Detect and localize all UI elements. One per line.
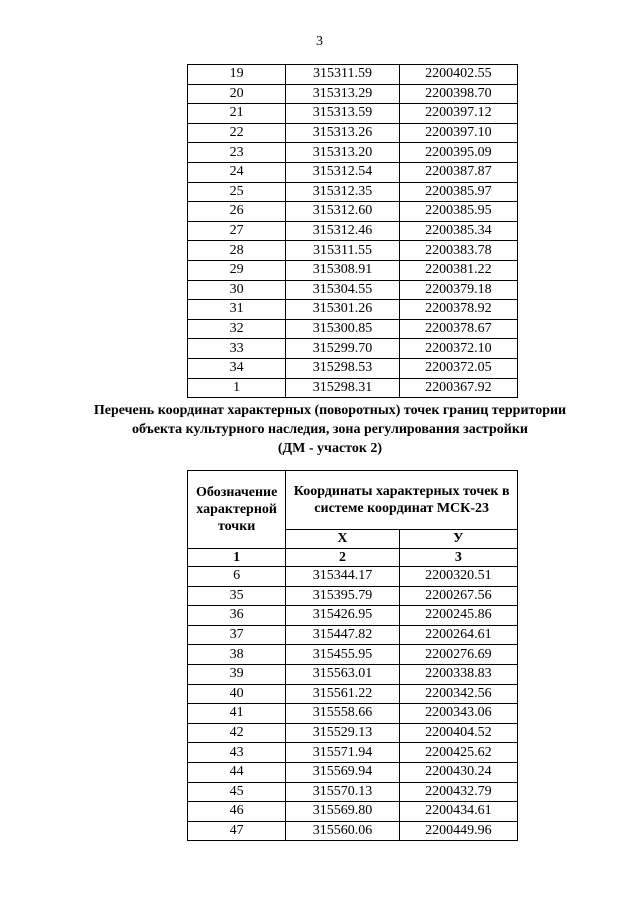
header-row bbox=[188, 471, 518, 530]
y-coordinate-cell: 2200342.56 bbox=[399, 684, 517, 704]
table-row bbox=[188, 182, 518, 202]
table-row bbox=[188, 162, 518, 182]
table-row bbox=[188, 319, 518, 339]
y-coordinate-cell: 2200385.97 bbox=[399, 182, 517, 202]
x-coordinate-cell: 315455.95 bbox=[286, 645, 399, 665]
point-id-cell: 34 bbox=[188, 358, 286, 378]
point-id-cell: 19 bbox=[188, 65, 286, 85]
column-number-3: 3 bbox=[399, 549, 517, 567]
y-coordinate-cell: 2200449.96 bbox=[399, 821, 517, 841]
y-coordinate-cell: 2200338.83 bbox=[399, 664, 517, 684]
y-coordinate-cell: 2200397.12 bbox=[399, 104, 517, 124]
coordinates-table-plot-2 bbox=[187, 470, 518, 841]
y-coordinate-cell: 2200383.78 bbox=[399, 241, 517, 261]
point-id-cell: 39 bbox=[188, 664, 286, 684]
table-row bbox=[188, 221, 518, 241]
x-coordinate-cell: 315299.70 bbox=[286, 339, 399, 359]
table-row bbox=[188, 84, 518, 104]
table-row bbox=[188, 104, 518, 124]
x-coordinate-cell: 315313.59 bbox=[286, 104, 399, 124]
x-coordinate-cell: 315447.82 bbox=[286, 625, 399, 645]
x-coordinate-cell: 315308.91 bbox=[286, 260, 399, 280]
x-coordinate-cell: 315558.66 bbox=[286, 704, 399, 724]
table-row bbox=[188, 339, 518, 359]
y-coordinate-cell: 2200434.61 bbox=[399, 802, 517, 822]
y-coordinate-cell: 2200372.10 bbox=[399, 339, 517, 359]
y-coordinate-cell: 2200264.61 bbox=[399, 625, 517, 645]
point-id-cell: 33 bbox=[188, 339, 286, 359]
table-row bbox=[188, 625, 518, 645]
y-coordinate-cell: 2200432.79 bbox=[399, 782, 517, 802]
table-row bbox=[188, 260, 518, 280]
point-id-cell: 25 bbox=[188, 182, 286, 202]
point-id-cell: 23 bbox=[188, 143, 286, 163]
table-body bbox=[188, 65, 518, 398]
x-coordinate-cell: 315312.54 bbox=[286, 162, 399, 182]
table-row bbox=[188, 645, 518, 665]
point-id-cell: 32 bbox=[188, 319, 286, 339]
point-id-cell: 28 bbox=[188, 241, 286, 261]
x-coordinate-cell: 315313.29 bbox=[286, 84, 399, 104]
point-id-cell: 27 bbox=[188, 221, 286, 241]
y-coordinate-cell: 2200404.52 bbox=[399, 723, 517, 743]
table-row bbox=[188, 762, 518, 782]
table-row bbox=[188, 202, 518, 222]
y-coordinate-cell: 2200398.70 bbox=[399, 84, 517, 104]
header-x: X bbox=[286, 530, 399, 549]
x-coordinate-cell: 315301.26 bbox=[286, 300, 399, 320]
point-id-cell: 41 bbox=[188, 704, 286, 724]
x-coordinate-cell: 315395.79 bbox=[286, 586, 399, 606]
point-id-cell: 20 bbox=[188, 84, 286, 104]
y-coordinate-cell: 2200425.62 bbox=[399, 743, 517, 763]
table-row bbox=[188, 241, 518, 261]
x-coordinate-cell: 315569.94 bbox=[286, 762, 399, 782]
table-row bbox=[188, 300, 518, 320]
x-coordinate-cell: 315529.13 bbox=[286, 723, 399, 743]
x-coordinate-cell: 315311.55 bbox=[286, 241, 399, 261]
table-row bbox=[188, 782, 518, 802]
point-id-cell: 42 bbox=[188, 723, 286, 743]
table-row bbox=[188, 378, 518, 398]
section-title bbox=[60, 401, 600, 458]
table-row bbox=[188, 704, 518, 724]
table-row bbox=[188, 743, 518, 763]
table-row bbox=[188, 358, 518, 378]
y-coordinate-cell: 2200320.51 bbox=[399, 567, 517, 587]
x-coordinate-cell: 315570.13 bbox=[286, 782, 399, 802]
point-id-cell: 24 bbox=[188, 162, 286, 182]
header-y: У bbox=[399, 530, 517, 549]
x-coordinate-cell: 315298.53 bbox=[286, 358, 399, 378]
point-id-cell: 47 bbox=[188, 821, 286, 841]
y-coordinate-cell: 2200372.05 bbox=[399, 358, 517, 378]
x-coordinate-cell: 315298.31 bbox=[286, 378, 399, 398]
x-coordinate-cell: 315312.60 bbox=[286, 202, 399, 222]
y-coordinate-cell: 2200381.22 bbox=[399, 260, 517, 280]
y-coordinate-cell: 2200402.55 bbox=[399, 65, 517, 85]
y-coordinate-cell: 2200387.87 bbox=[399, 162, 517, 182]
x-coordinate-cell: 315312.35 bbox=[286, 182, 399, 202]
point-id-cell: 29 bbox=[188, 260, 286, 280]
x-coordinate-cell: 315300.85 bbox=[286, 319, 399, 339]
y-coordinate-cell: 2200367.92 bbox=[399, 378, 517, 398]
section-title-line-3: (ДМ - участок 2) bbox=[277, 441, 383, 456]
y-coordinate-cell: 2200430.24 bbox=[399, 762, 517, 782]
table-row bbox=[188, 821, 518, 841]
table-row bbox=[188, 280, 518, 300]
coordinates-table-continued bbox=[187, 64, 518, 398]
y-coordinate-cell: 2200379.18 bbox=[399, 280, 517, 300]
y-coordinate-cell: 2200276.69 bbox=[399, 645, 517, 665]
x-coordinate-cell: 315344.17 bbox=[286, 567, 399, 587]
table-row bbox=[188, 802, 518, 822]
x-coordinate-cell: 315563.01 bbox=[286, 664, 399, 684]
table-row bbox=[188, 723, 518, 743]
y-coordinate-cell: 2200385.34 bbox=[399, 221, 517, 241]
x-coordinate-cell: 315426.95 bbox=[286, 606, 399, 626]
y-coordinate-cell: 2200378.67 bbox=[399, 319, 517, 339]
y-coordinate-cell: 2200395.09 bbox=[399, 143, 517, 163]
table-row bbox=[188, 123, 518, 143]
point-id-cell: 45 bbox=[188, 782, 286, 802]
x-coordinate-cell: 315304.55 bbox=[286, 280, 399, 300]
point-id-cell: 40 bbox=[188, 684, 286, 704]
page-number: 3 bbox=[316, 34, 323, 49]
y-coordinate-cell: 2200385.95 bbox=[399, 202, 517, 222]
y-coordinate-cell: 2200343.06 bbox=[399, 704, 517, 724]
table-row bbox=[188, 664, 518, 684]
point-id-cell: 46 bbox=[188, 802, 286, 822]
header-coordinates: Координаты характерных точек в системе координат МСК-23 bbox=[286, 471, 518, 530]
table-row bbox=[188, 586, 518, 606]
x-coordinate-cell: 315312.46 bbox=[286, 221, 399, 241]
section-title-line-1: Перечень координат характерных (поворотных) точек границ территории bbox=[93, 403, 567, 418]
x-coordinate-cell: 315560.06 bbox=[286, 821, 399, 841]
point-id-cell: 21 bbox=[188, 104, 286, 124]
x-coordinate-cell: 315561.22 bbox=[286, 684, 399, 704]
point-id-cell: 37 bbox=[188, 625, 286, 645]
x-coordinate-cell: 315313.26 bbox=[286, 123, 399, 143]
y-coordinate-cell: 2200245.86 bbox=[399, 606, 517, 626]
point-id-cell: 26 bbox=[188, 202, 286, 222]
y-coordinate-cell: 2200267.56 bbox=[399, 586, 517, 606]
table-row bbox=[188, 65, 518, 85]
table-row bbox=[188, 606, 518, 626]
header-point-label: Обозначение характерной точки bbox=[188, 471, 286, 549]
point-id-cell: 22 bbox=[188, 123, 286, 143]
section-title-line-2: объекта культурного наследия, зона регулирования застройки bbox=[132, 422, 528, 437]
x-coordinate-cell: 315313.20 bbox=[286, 143, 399, 163]
table-row bbox=[188, 567, 518, 587]
point-id-cell: 6 bbox=[188, 567, 286, 587]
point-id-cell: 30 bbox=[188, 280, 286, 300]
x-coordinate-cell: 315311.59 bbox=[286, 65, 399, 85]
column-number-1: 1 bbox=[188, 549, 286, 567]
point-id-cell: 44 bbox=[188, 762, 286, 782]
table-row bbox=[188, 684, 518, 704]
x-coordinate-cell: 315571.94 bbox=[286, 743, 399, 763]
point-id-cell: 43 bbox=[188, 743, 286, 763]
table-body bbox=[188, 567, 518, 841]
y-coordinate-cell: 2200397.10 bbox=[399, 123, 517, 143]
point-id-cell: 38 bbox=[188, 645, 286, 665]
table-row bbox=[188, 143, 518, 163]
column-number-2: 2 bbox=[286, 549, 399, 567]
point-id-cell: 36 bbox=[188, 606, 286, 626]
y-coordinate-cell: 2200378.92 bbox=[399, 300, 517, 320]
point-id-cell: 1 bbox=[188, 378, 286, 398]
column-number-row bbox=[188, 549, 518, 567]
x-coordinate-cell: 315569.80 bbox=[286, 802, 399, 822]
point-id-cell: 31 bbox=[188, 300, 286, 320]
table-header bbox=[188, 471, 518, 567]
point-id-cell: 35 bbox=[188, 586, 286, 606]
